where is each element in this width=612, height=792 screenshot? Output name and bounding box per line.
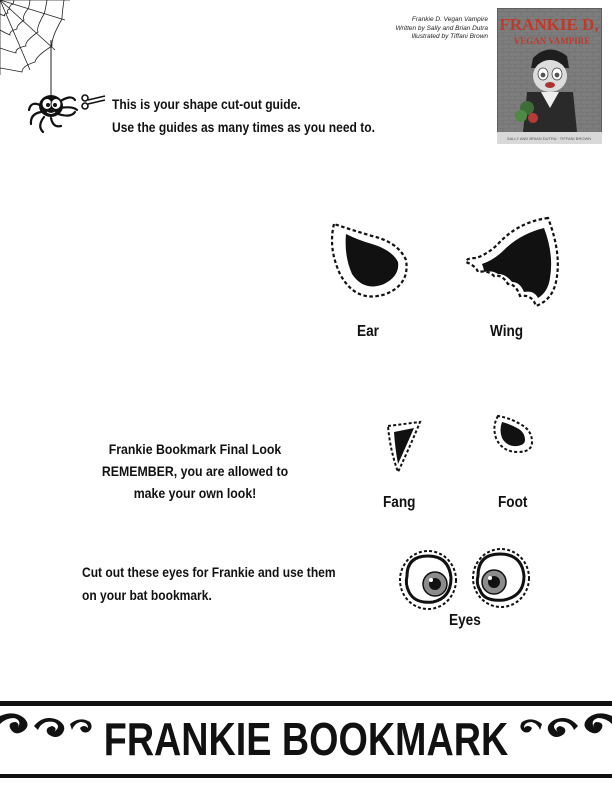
spider-icon xyxy=(25,40,110,135)
foot-shape xyxy=(490,412,536,456)
credit-authors: Written by Sally and Brian Dutra xyxy=(395,24,488,32)
credit-title: Frankie D. Vegan Vampire xyxy=(411,16,488,23)
credit-illustrator: Illustrated by Tiffani Brown xyxy=(411,33,488,40)
footer-bottom-rule xyxy=(0,774,612,778)
cover-subtitle: VEGAN VAMPIRE xyxy=(513,36,591,46)
footer-title: FRANKIE BOOKMARK xyxy=(103,713,509,765)
wing-label: Wing xyxy=(490,323,524,340)
foot-label: Foot xyxy=(498,494,528,511)
fang-shape xyxy=(384,420,424,476)
wing-shape xyxy=(462,214,562,310)
right-eye-shape xyxy=(470,546,532,610)
book-cover xyxy=(497,8,602,144)
left-eye-shape xyxy=(397,548,459,612)
note-line-3: make your own look! xyxy=(133,485,257,501)
ear-label: Ear xyxy=(357,323,379,340)
ear-shape xyxy=(326,218,412,308)
note-line-2: REMEMBER, you are allowed to xyxy=(101,463,289,479)
intro-line-2: Use the guides as many times as you need to. xyxy=(112,119,375,135)
eyes-line-2: on your bat bookmark. xyxy=(82,587,212,603)
eyes-line-1: Cut out these eyes for Frankie and use them xyxy=(82,564,336,580)
note-line-1: Frankie Bookmark Final Look xyxy=(108,441,282,457)
cover-title: FRANKIE D, xyxy=(499,15,599,34)
fang-label: Fang xyxy=(383,494,416,511)
intro-line-1: This is your shape cut-out guide. xyxy=(112,96,301,112)
intro-text xyxy=(112,93,375,139)
final-look-note xyxy=(94,438,296,504)
cover-authors: SALLY AND BRIAN DUTRA · TIFFANI BROWN xyxy=(506,136,592,141)
eyes-instructions xyxy=(82,561,336,607)
eyes-label: Eyes xyxy=(449,612,481,629)
book-credits xyxy=(396,16,488,42)
